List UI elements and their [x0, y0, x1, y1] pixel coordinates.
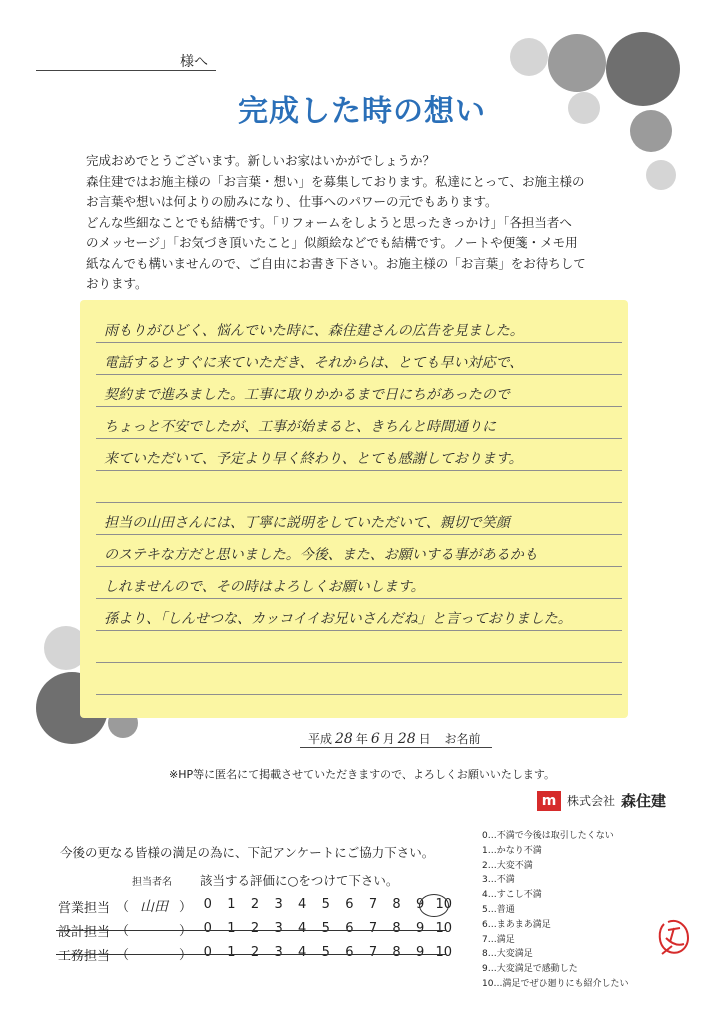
- scale-item: 0…不満で今後は取引したくない: [482, 831, 614, 841]
- strikethrough-line: [56, 954, 446, 955]
- score-option[interactable]: 9: [416, 945, 425, 960]
- name-label: お名前: [444, 732, 481, 746]
- intro-line: のメッセージ」「お気づき頂いたこと」似顔絵などでも結構です。ノートや便箋・メモ用: [86, 235, 578, 250]
- page-title: 完成した時の想い: [238, 94, 486, 129]
- bracket-open: （: [116, 948, 130, 963]
- intro-line: 完成おめでとうございます。新しいお家はいかがでしょうか？: [86, 153, 436, 168]
- writing-rule: [96, 598, 622, 599]
- date-era: 平成: [308, 732, 333, 746]
- score-option[interactable]: 6: [345, 921, 354, 936]
- company-prefix: 株式会社: [567, 794, 616, 808]
- date-day-unit: 日: [418, 732, 431, 746]
- score-option[interactable]: 1: [227, 897, 236, 912]
- writing-rule: [96, 374, 622, 375]
- writing-rule: [96, 566, 622, 567]
- score-option[interactable]: 1: [227, 921, 236, 936]
- date-row: [308, 730, 480, 747]
- addressee-suffix: 様へ: [180, 54, 208, 70]
- handwritten-line: 雨もりがひどく、悩んでいた時に、森住建さんの広告を見ました。: [104, 323, 524, 339]
- writing-rule: [96, 502, 622, 503]
- score-option[interactable]: 0: [203, 945, 212, 960]
- intro-line: お言葉や想いは何よりの励みになり、仕事へのパワーの元でもあります。: [86, 194, 498, 209]
- handwritten-line: 契約まで進みました。工事に取りかかるまで日にちがあったので: [104, 387, 510, 403]
- score-list-construction: [196, 945, 456, 960]
- score-option[interactable]: 3: [274, 897, 283, 912]
- row-label-sales: 営業担当: [58, 901, 111, 916]
- score-option[interactable]: 7: [368, 921, 378, 936]
- scale-item: 6…まあまあ満足: [482, 919, 551, 930]
- handwritten-line: のステキな方だと思いました。今後、また、お願いする事があるかも: [104, 547, 538, 563]
- scale-item: 3…不満: [482, 875, 515, 886]
- strikethrough-line: [56, 930, 446, 931]
- writing-rule: [96, 406, 622, 407]
- column-person-label: 担当者名: [132, 877, 172, 888]
- handwritten-line: 担当の山田さんには、丁寧に説明をしていただいて、親切で笑顔: [104, 515, 510, 531]
- date-day: 28: [397, 731, 416, 747]
- score-option[interactable]: 9: [416, 897, 425, 912]
- date-year-unit: 年: [355, 732, 368, 746]
- company-name: 森住建: [621, 792, 667, 810]
- company-block: [537, 790, 666, 811]
- score-option[interactable]: 8: [392, 897, 401, 912]
- intro-line: おります。: [86, 276, 148, 291]
- intro-line: 森住建ではお施主様の「お言葉・想い」を募集しております。私達にとって、お施主様の: [86, 173, 585, 189]
- writing-rule: [96, 662, 622, 663]
- scale-item: 10…満足でぜひ廻りにも紹介したい: [482, 978, 629, 989]
- person-name-value: 山田: [140, 899, 169, 915]
- rating-scale-legend: [482, 829, 628, 992]
- score-option[interactable]: 4: [298, 945, 307, 960]
- score-option[interactable]: 10: [435, 921, 452, 936]
- writing-rule: [96, 630, 622, 631]
- bracket-open: （: [116, 924, 130, 939]
- handwritten-line: 来ていただいて、予定より早く終わり、とても感謝しております。: [104, 451, 523, 467]
- selected-score-circle: [419, 894, 449, 917]
- row-label-construction: 工務担当: [58, 949, 111, 964]
- score-option[interactable]: 3: [274, 921, 283, 936]
- score-option-selected[interactable]: 10: [435, 897, 452, 912]
- bracket-close: ）: [179, 948, 193, 963]
- score-option[interactable]: 3: [274, 945, 283, 960]
- score-option[interactable]: 7: [368, 945, 378, 960]
- intro-text: [86, 151, 646, 295]
- scale-item: 4…すこし不満: [482, 890, 542, 901]
- writing-rule: [96, 470, 622, 471]
- company-logo-icon: m: [537, 791, 561, 811]
- score-option[interactable]: 8: [392, 921, 401, 936]
- handwritten-line: しれませんので、その時はよろしくお願いします。: [104, 579, 425, 595]
- score-option[interactable]: 6: [345, 897, 354, 912]
- survey-intro: 今後の更なる皆様の満足の為に、下記アンケートにご協力下さい。: [60, 845, 435, 860]
- date-month: 6: [370, 731, 380, 747]
- scale-item: 1…かなり不満: [482, 845, 542, 856]
- notice-text: ※HP等に匿名にて掲載させていただきますので、よろしくお願いいたします。: [168, 768, 556, 781]
- score-option[interactable]: 1: [227, 945, 236, 960]
- seal-stamp-icon: [650, 910, 696, 964]
- bracket-close: ）: [179, 900, 193, 915]
- score-option[interactable]: 0: [203, 921, 212, 936]
- writing-rule: [96, 342, 622, 343]
- scale-item: 7…満足: [482, 934, 515, 945]
- score-option[interactable]: 4: [298, 897, 307, 912]
- score-option[interactable]: 4: [298, 921, 307, 936]
- score-option[interactable]: 8: [392, 945, 401, 960]
- decor-circle: [548, 34, 606, 92]
- bracket-open: （: [116, 900, 130, 915]
- person-name-sales[interactable]: [116, 896, 192, 916]
- writing-rule: [96, 534, 622, 535]
- row-label-design: 設計担当: [58, 925, 111, 940]
- scale-item: 9…大変満足で感動した: [482, 964, 578, 975]
- score-option[interactable]: 2: [250, 897, 260, 912]
- score-option[interactable]: 10: [435, 945, 452, 960]
- decor-circle: [646, 160, 676, 190]
- scale-item: 2…大変不満: [482, 860, 533, 871]
- intro-line: どんな些細なことでも結構です。「リフォームをしようと思ったきっかけ」「各担当者へ: [86, 214, 572, 230]
- column-instruction-label: 該当する評価に○をつけて下さい。: [200, 873, 399, 888]
- score-option[interactable]: 7: [368, 897, 378, 912]
- score-option[interactable]: 5: [321, 897, 330, 912]
- score-option[interactable]: 5: [321, 921, 330, 936]
- score-list-design: [196, 921, 456, 936]
- handwritten-line: 孫より、「しんせつな、カッコイイお兄いさんだね」と言っておりました。: [104, 611, 572, 627]
- scale-item: 8…大変満足: [482, 949, 533, 960]
- handwritten-line: 電話するとすぐに来ていただき、それからは、とても早い対応で、: [104, 355, 524, 371]
- decor-circle: [510, 38, 548, 76]
- writing-rule: [96, 694, 622, 695]
- scale-item: 5…普通: [482, 904, 515, 915]
- score-option[interactable]: 0: [203, 897, 212, 912]
- date-month-unit: 月: [382, 732, 395, 746]
- date-year: 28: [335, 731, 353, 747]
- score-option[interactable]: 9: [416, 921, 425, 936]
- score-option[interactable]: 2: [250, 945, 260, 960]
- handwritten-line: ちょっと不安でしたが、工事が始まると、きちんと時間通りに: [104, 419, 496, 435]
- writing-rule: [96, 438, 622, 439]
- intro-line: 紙なんでも構いませんので、ご自由にお書き下さい。お施主様の「お言葉」をお待ちして: [86, 255, 586, 271]
- bracket-close: ）: [179, 924, 193, 939]
- date-underline: [300, 747, 492, 748]
- score-option[interactable]: 5: [321, 945, 330, 960]
- score-option[interactable]: 2: [250, 921, 260, 936]
- score-list-sales: [196, 897, 456, 912]
- score-option[interactable]: 6: [345, 945, 354, 960]
